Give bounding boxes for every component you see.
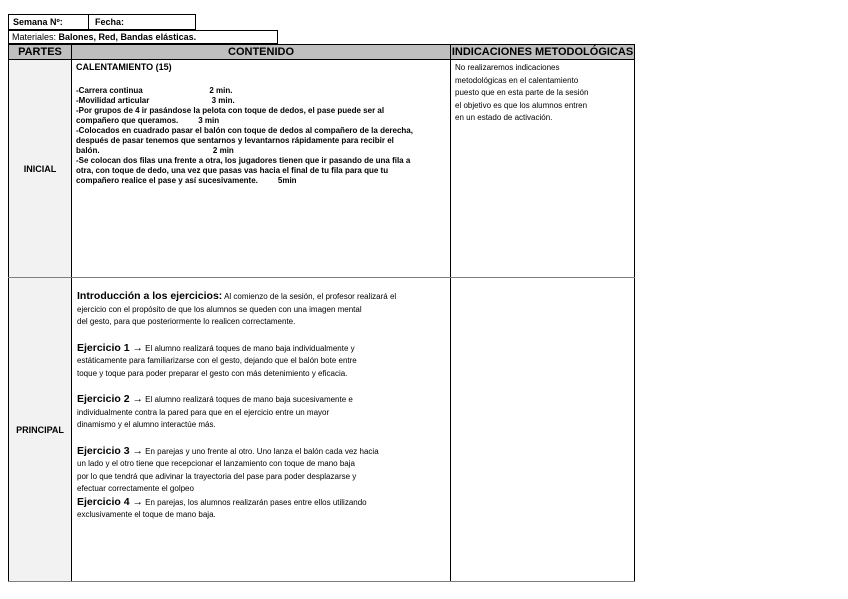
ejercicio-1: Ejercicio 1 → El alumno realizará toques de mano baja individualmente y estáticamente para familiarizarse con el gesto, dejando que el balón bote entre toque y toque para poder preparar el gesto con más detenimiento y eficacia. [77, 341, 357, 378]
col-partes: PARTES [9, 45, 72, 60]
table-row-inicial [9, 60, 635, 278]
materiales-header [8, 30, 278, 44]
fecha-label: Fecha: [95, 17, 125, 27]
ej1-title: Ejercicio 1 → [77, 341, 143, 354]
ejercicio-3: Ejercicio 3 → En parejas y uno frente al otro. Uno lanza el balón cada vez hacia un lado y el otro tiene que recepcionar el lanzamiento con toque de mano baja por lo que tendrá que adivinar la trayectoria del pase para poder desplazarse y efectuar correctamente el golpeo [77, 444, 379, 493]
inicial-line: -Por grupos de 4 ir pasándose la pelota con toque de dedos, el pase puede ser al [76, 106, 385, 115]
ej2-title: Ejercicio 2 → [77, 393, 143, 405]
inicial-line: -Colocados en cuadrado pasar el balón con toque de dedos al compañero de la derecha, [76, 126, 413, 135]
inicial-line: -Carrera continua 2 min. [76, 86, 233, 95]
inicial-line: -Movilidad articular 3 min. [76, 96, 235, 105]
inicial-line: otra, con toque de dedo, una vez que pasas vas hacia el final de tu fila para que tu [76, 166, 389, 175]
inicial-line: compañero que queramos. 3 min [76, 116, 220, 125]
calentamiento-title: CALENTAMIENTO (15) [76, 62, 172, 72]
inicial-indicaciones [451, 60, 635, 278]
indicaciones-line: puesto que en esta parte de la sesión [455, 88, 589, 97]
col-indicaciones: INDICACIONES METODOLÓGICAS [451, 46, 634, 58]
header-divider [88, 15, 89, 29]
inicial-line: compañero realice el pase y así sucesivamente. 5min [76, 176, 297, 185]
ejercicio-4: Ejercicio 4 → En parejas, los alumnos realizarán pases entre ellos utilizando exclusivamente el toque de mano baja. [77, 495, 367, 519]
label-principal: PRINCIPAL [9, 278, 72, 582]
materiales-value: Balones, Red, Bandas elásticas. [58, 32, 197, 42]
col-contenido: CONTENIDO [72, 45, 451, 60]
ejercicio-2: Ejercicio 2 → El alumno realizará toques de mano baja sucesivamente e individualmente contra la pared para que en el ejercicio entre un mayor dinamismo y el alumno interactúe más. [77, 393, 353, 429]
inicial-line: balón. 2 min [76, 146, 234, 155]
inicial-line: -Se colocan dos filas una frente a otra, los jugadores tienen que ir pasando de una fila a [76, 156, 411, 165]
indicaciones-line: metodológicas en el calentamiento [455, 75, 579, 85]
indicaciones-line: el objetivo es que los alumnos entren [455, 100, 588, 110]
ej4-title: Ejercicio 4 → [77, 495, 143, 508]
table-header-row [9, 45, 635, 60]
ej3-title: Ejercicio 3 → [77, 444, 143, 457]
principal-indicaciones [451, 278, 635, 582]
inicial-content [72, 60, 451, 278]
semana-fecha-header [8, 14, 196, 30]
materiales-label: Materiales: [12, 32, 57, 42]
session-table [8, 44, 635, 582]
inicial-line: después de pasar tenemos que sentarnos y levantarnos rápidamente para recibir el [76, 136, 394, 145]
semana-label: Semana Nº: [13, 17, 63, 27]
principal-content [72, 278, 451, 582]
intro-title: Introducción a los ejercicios: [77, 290, 223, 302]
indicaciones-line: No realizaremos indicaciones [455, 63, 560, 72]
indicaciones-line: en un estado de activación. [455, 113, 553, 122]
label-inicial: INICIAL [9, 60, 72, 278]
intro-paragraph: Introducción a los ejercicios: Al comienzo de la sesión, el profesor realizará el ejercicio con el propósito de que los alumnos se queden con una imagen mental del gesto, para que posteriormente lo realicen correctamente. [77, 290, 397, 326]
table-row-principal [9, 278, 635, 582]
